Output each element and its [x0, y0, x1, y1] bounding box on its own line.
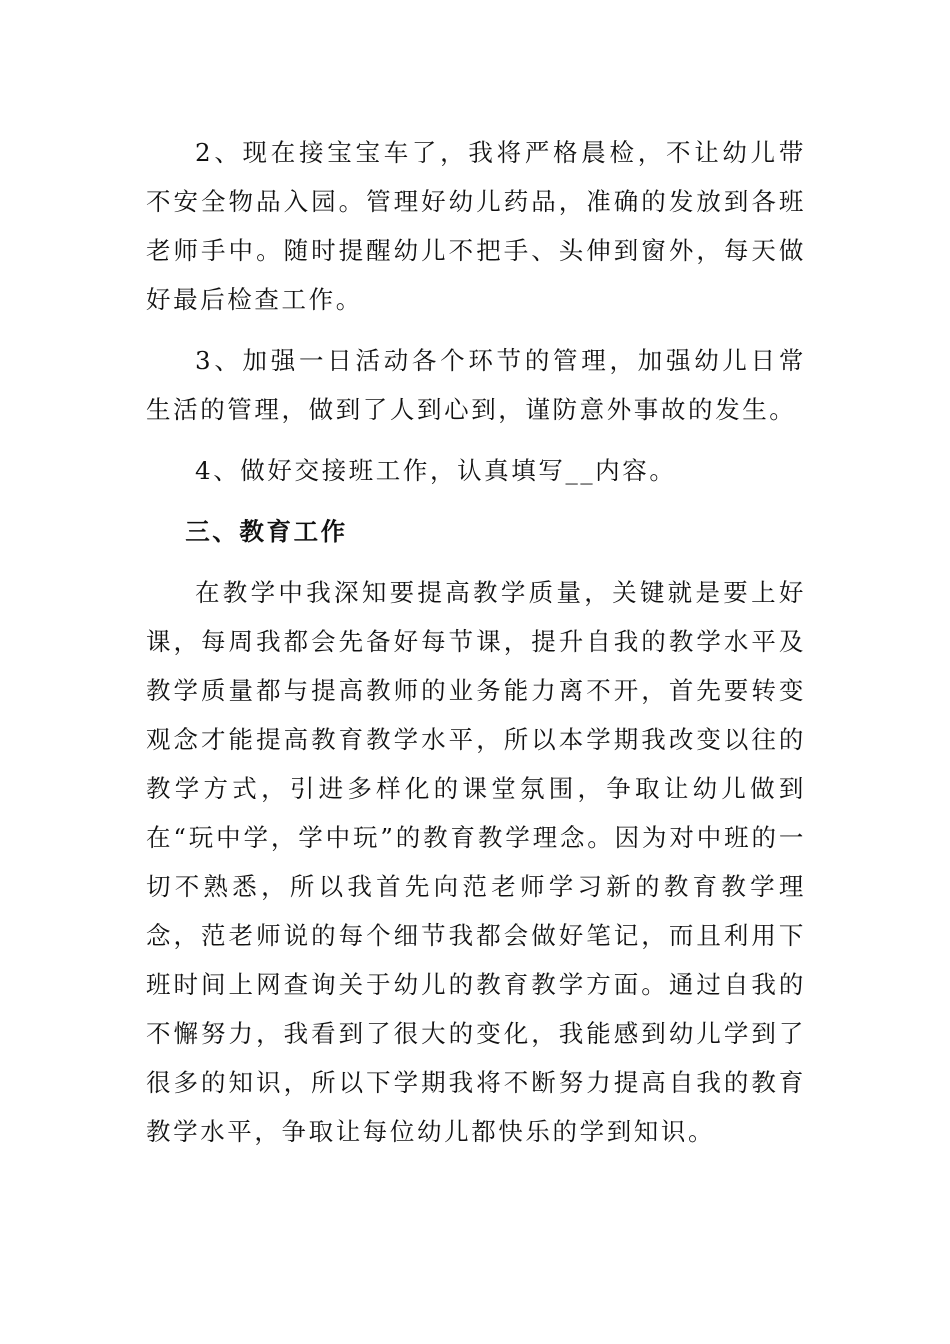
paragraph-item-4: 4、做好交接班工作，认真填写__内容。 [195, 456, 677, 485]
document-page [146, 128, 806, 1168]
section-heading: 三、教育工作 [185, 517, 348, 546]
paragraph-item-2: 2、现在接宝宝车了，我将严格晨检，不让幼儿带不安全物品入园。管理好幼儿药品，准确的发放到各班老师手中。随时提醒幼儿不把手、头伸到窗外，每天做好最后检查工作。 [146, 138, 806, 314]
paragraph-item-3: 3、加强一日活动各个环节的管理，加强幼儿日常生活的管理，做到了人到心到，谨防意外事故的发生。 [146, 346, 806, 424]
section-body-paragraph: 在教学中我深知要提高教学质量，关键就是要上好课，每周我都会先备好每节课，提升自我的教学水平及教学质量都与提高教师的业务能力离不开，首先要转变观念才能提高教育教学水平，所以本学期我改变以往的教学方式，引进多样化的课堂氛围，争取让幼儿做到在“玩中学，学中玩”的教育教学理念。因为对中班的一切不熟悉，所以我首先向范老师学习新的教育教学理念，范老师说的每个细节我都会做好笔记，而且利用下班时间上网查询关于幼儿的教育教学方面。通过自我的不懈努力，我看到了很大的变化，我能感到幼儿学到了很多的知识，所以下学期我将不断努力提高自我的教育教学水平，争取让每位幼儿都快乐的学到知识。 [146, 578, 806, 1146]
